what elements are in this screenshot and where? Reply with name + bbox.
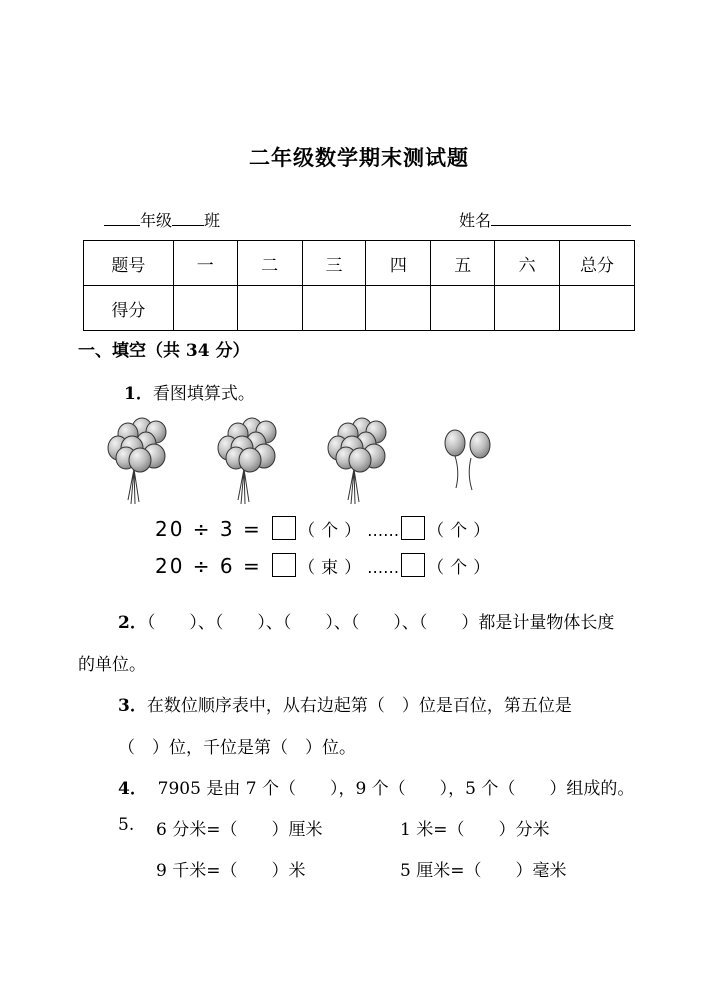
grade-blank[interactable]	[104, 209, 140, 226]
table-cell: 题号	[84, 241, 174, 286]
question-1	[124, 379, 255, 404]
question-text: 7905 是由 7 个（ ），9 个（ ），5 个（ ）组成的。	[157, 779, 635, 799]
score-input-cell[interactable]	[431, 286, 495, 331]
ellipsis: ……	[367, 521, 400, 540]
question-2	[118, 608, 614, 633]
table-row	[84, 286, 635, 331]
table-cell: 六	[495, 241, 560, 286]
question-number: 1．	[124, 384, 153, 404]
unit-label: （个）	[427, 558, 497, 578]
question-number: 2．	[118, 613, 147, 633]
ellipsis: ……	[367, 558, 400, 577]
table-cell: 得分	[84, 286, 174, 331]
table-cell: 总分	[560, 241, 635, 286]
balloon-bunch-icon	[218, 418, 276, 504]
unit-label: （个）	[298, 521, 368, 541]
section-heading: 一、填空（共 34 分）	[78, 341, 250, 361]
question-text: 在数位顺序表中，从右边起第（ ）位是百位，第五位是	[146, 696, 572, 716]
score-input-cell[interactable]	[173, 286, 237, 331]
table-row	[84, 241, 635, 286]
class-label: 班	[204, 211, 221, 230]
table-cell: 五	[431, 241, 495, 286]
grade-label: 年级	[140, 211, 173, 230]
class-blank[interactable]	[172, 209, 204, 226]
answer-box[interactable]	[401, 553, 425, 577]
score-input-cell[interactable]	[366, 286, 431, 331]
question-3	[118, 691, 572, 716]
score-input-cell[interactable]	[237, 286, 302, 331]
table-cell: 二	[237, 241, 302, 286]
balloon-bunch-icon	[328, 418, 386, 504]
name-line	[459, 208, 631, 231]
question-5-number: 5.	[118, 815, 135, 835]
conversion-item: 5 厘米=（ ）毫米	[400, 861, 567, 881]
question-3-cont: （ ）位，千位是第（ ）位。	[118, 738, 356, 758]
conversion-item: 6 分米=（ ）厘米	[156, 820, 323, 840]
score-table	[83, 240, 635, 331]
score-input-cell[interactable]	[302, 286, 366, 331]
answer-box[interactable]	[401, 516, 425, 540]
conversion-item: 1 米=（ ）分米	[400, 820, 550, 840]
question-text: （ ）、（ ）、（ ）、（ ）、（ ）都是计量物体长度	[146, 613, 615, 633]
table-cell: 一	[173, 241, 237, 286]
two-balloons-icon	[445, 430, 490, 490]
equation-2	[155, 553, 496, 578]
unit-label: （个）	[427, 521, 497, 541]
page-title: 二年级数学期末测试题	[249, 145, 469, 170]
question-number: 4．	[118, 779, 147, 799]
question-4	[118, 774, 634, 799]
name-blank[interactable]	[491, 209, 631, 226]
equation-1	[155, 516, 496, 541]
question-number: 3．	[118, 696, 147, 716]
unit-label: （束）	[298, 558, 368, 578]
answer-box[interactable]	[272, 553, 296, 577]
question-text: 看图填算式。	[152, 384, 255, 404]
table-cell: 三	[302, 241, 366, 286]
grade-class-line	[104, 208, 220, 231]
equation-left: 20 ÷ 6 =	[155, 554, 262, 578]
score-input-cell[interactable]	[560, 286, 635, 331]
table-cell: 四	[366, 241, 431, 286]
answer-box[interactable]	[272, 516, 296, 540]
balloon-illustration	[100, 412, 500, 507]
name-label: 姓名	[459, 211, 492, 230]
equation-left: 20 ÷ 3 =	[155, 517, 262, 541]
conversion-item: 9 千米=（ ）米	[156, 861, 306, 881]
score-input-cell[interactable]	[495, 286, 560, 331]
balloon-bunch-icon	[108, 418, 166, 504]
question-2-cont: 的单位。	[78, 655, 146, 675]
